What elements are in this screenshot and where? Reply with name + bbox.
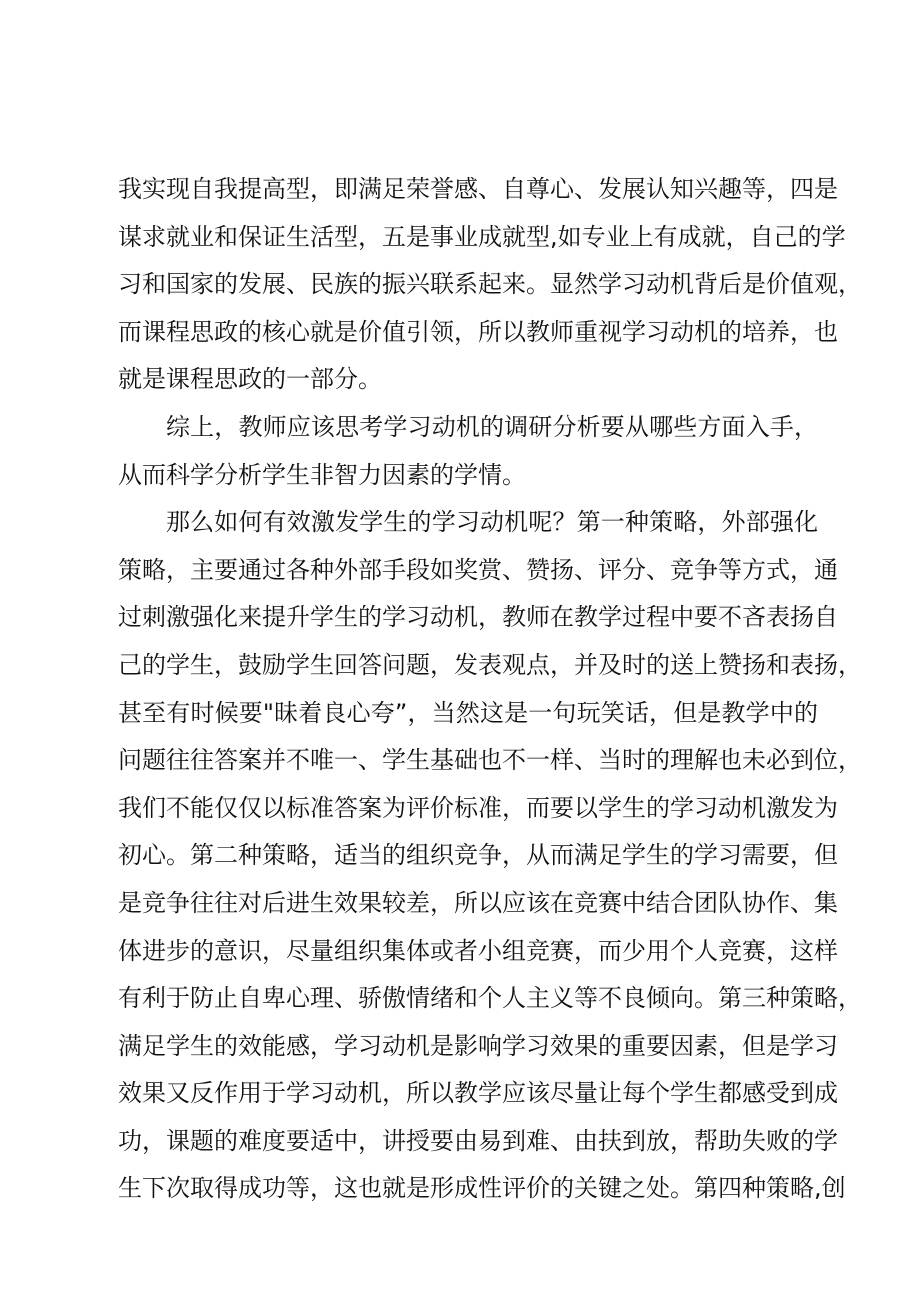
text-line: 初心。第二种策略，适当的组织竞争，从而满足学生的学习需要，但 [118, 841, 838, 870]
text-line: 策略，主要通过各种外部手段如奖赏、赞扬、评分、竞争等方式，通 [118, 555, 838, 584]
text-line: 生下次取得成功等，这也就是形成性评价的关键之处。第四种策略,创 [118, 1174, 846, 1203]
text-line: 我们不能仅仅以标准答案为评价标准，而要以学生的学习动机激发为 [118, 793, 838, 822]
body-text [118, 166, 862, 1213]
text-line: 习和国家的发展、民族的振兴联系起来。显然学习动机背后是价值观， [118, 270, 862, 299]
text-line: 谋求就业和保证生活型，五是事业成就型,如专业上有成就，自己的学 [118, 222, 846, 251]
text-line: 功，课题的难度要适中，讲授要由易到难、由扶到放，帮助失败的学 [118, 1126, 838, 1155]
text-line: 有利于防止自卑心理、骄傲情绪和个人主义等不良倾向。第三种策略， [118, 984, 862, 1013]
text-line: 满足学生的效能感，学习动机是影响学习效果的重要因素，但是学习 [118, 1031, 838, 1060]
paragraph-start-line: 那么如何有效激发学生的学习动机呢？第一种策略，外部强化 [166, 508, 818, 537]
text-line: 我实现自我提高型，即满足荣誉感、自尊心、发展认知兴趣等，四是 [118, 175, 838, 203]
text-line: 问题往往答案并不唯一、学生基础也不一样、当时的理解也未必到位， [118, 746, 862, 775]
text-line: 效果又反作用于学习动机，所以教学应该尽量让每个学生都感受到成 [118, 1079, 838, 1108]
text-line: 就是课程思政的一部分。 [118, 365, 382, 394]
text-line: 甚至有时候要"昧着良心夸”，当然这是一句玩笑话，但是教学中的 [118, 698, 818, 727]
paragraph-start-line: 综上，教师应该思考学习动机的调研分析要从哪些方面入手， [166, 412, 818, 441]
text-line: 是竞争往往对后进生效果较差，所以应该在竞赛中结合团队协作、集 [118, 888, 838, 917]
text-line: 体进步的意识，尽量组织集体或者小组竞赛，而少用个人竞赛，这样 [118, 936, 838, 965]
text-line: 而课程思政的核心就是价值引领，所以教师重视学习动机的培养，也 [118, 317, 838, 346]
text-line: 从而科学分析学生非智力因素的学情。 [118, 460, 526, 489]
text-line: 过刺激强化来提升学生的学习动机，教师在教学过程中要不吝表扬自 [118, 603, 838, 632]
text-line: 己的学生，鼓励学生回答问题，发表观点，并及时的送上赞扬和表扬， [118, 650, 862, 679]
